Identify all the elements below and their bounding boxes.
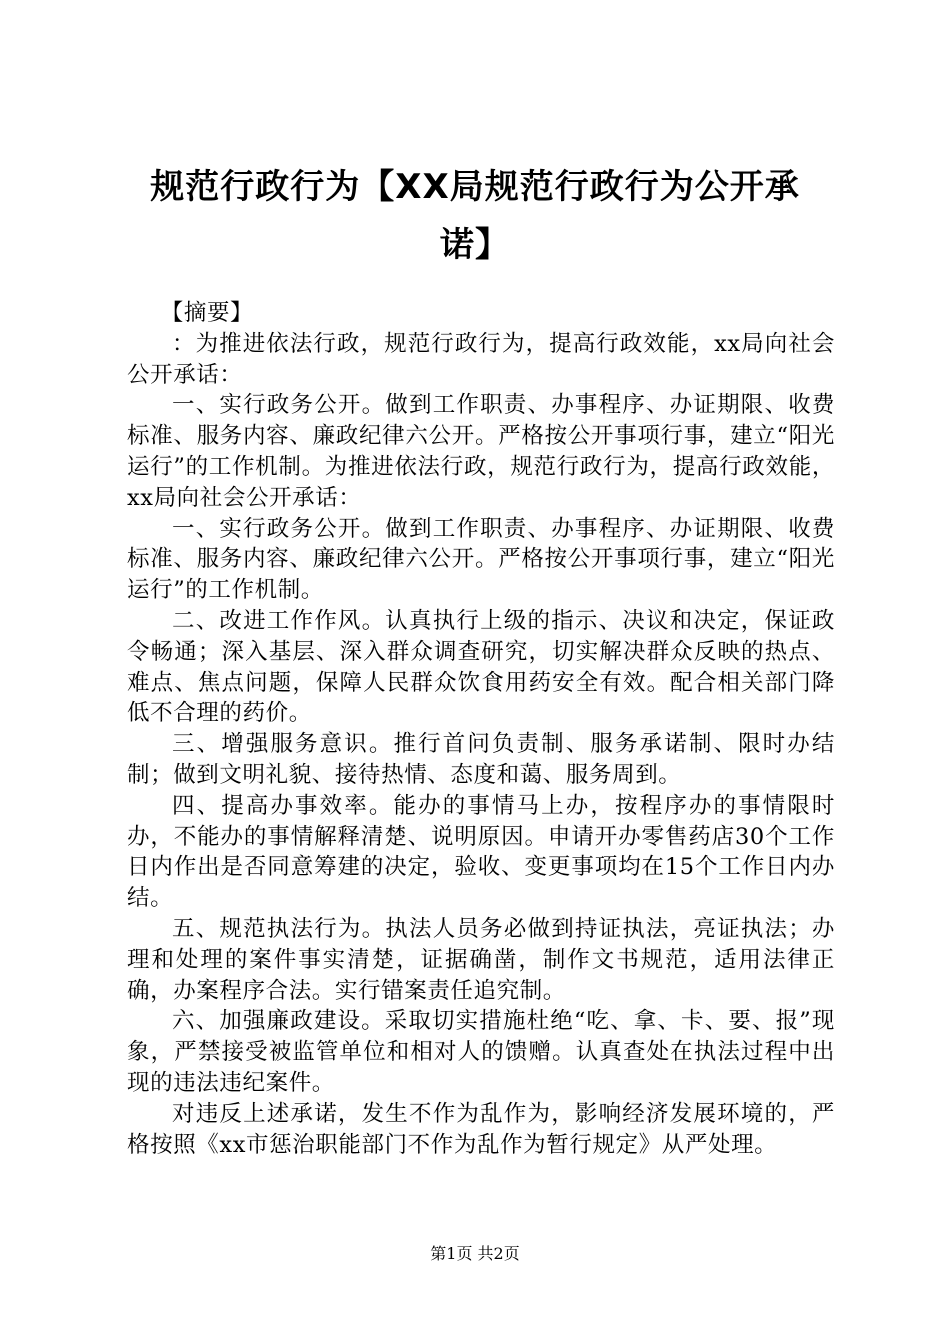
document-title-line-1: 规范行政行为【XX局规范行政行为公开承 <box>150 167 800 207</box>
paragraph-item-2: 二、改进工作作风。认真执行上级的指示、决议和决定，保证政令畅通；深入基层、深入群众调查研究，切实解决群众反映的热点、难点、焦点问题，保障人民群众饮食用药安全有效。配合相关部门降低不合理的药价。 <box>127 607 835 727</box>
document-title <box>130 158 820 274</box>
paragraph-item-5: 五、规范执法行为。执法人员务必做到持证执法，亮证执法；办理和处理的案件事实清楚，证据确凿，制作文书规范，适用法律正确，办案程序合法。实行错案责任追究制。 <box>127 915 835 1004</box>
paragraph-closing: 对违反上述承诺，发生不作为乱作为，影响经济发展环境的，严格按照《xx市惩治职能部门不作为乱作为暂行规定》从严处理。 <box>127 1100 835 1158</box>
paragraph-item-1-repeat: 一、实行政务公开。做到工作职责、办事程序、办证期限、收费标准、服务内容、廉政纪律六公开。严格按公开事项行事，建立“阳光运行”的工作机制。 <box>127 515 835 604</box>
paragraph-item-1: 一、实行政务公开。做到工作职责、办事程序、办证期限、收费标准、服务内容、廉政纪律六公开。严格按公开事项行事，建立“阳光运行”的工作机制。为推进依法行政，规范行政行为，提高行政效能，xx局向社会公开承话： <box>127 392 835 511</box>
document-body <box>127 298 835 1160</box>
paragraph-item-6: 六、加强廉政建设。采取切实措施杜绝“吃、拿、卡、要、报”现象，严禁接受被监管单位和相对人的馈赠。认真查处在执法过程中出现的违法违纪案件。 <box>127 1008 835 1096</box>
page-number-footer: 第1页 共2页 <box>430 1244 520 1263</box>
paragraph-intro: ：为推进依法行政，规范行政行为，提高行政效能，xx局向社会公开承话： <box>127 330 835 388</box>
paragraph-item-4: 四、提高办事效率。能办的事情马上办，按程序办的事情限时办，不能办的事情解释清楚、说明原因。申请开办零售药店30个工作日内作出是否同意筹建的决定，验收、变更事项均在15个工作日内办结。 <box>127 792 835 912</box>
paragraph-item-3: 三、增强服务意识。推行首问负责制、服务承诺制、限时办结制；做到文明礼貌、接待热情、态度和蔼、服务周到。 <box>127 731 835 788</box>
abstract-label: 【摘要】 <box>160 300 254 326</box>
document-title-line-2: 诺】 <box>440 225 510 265</box>
